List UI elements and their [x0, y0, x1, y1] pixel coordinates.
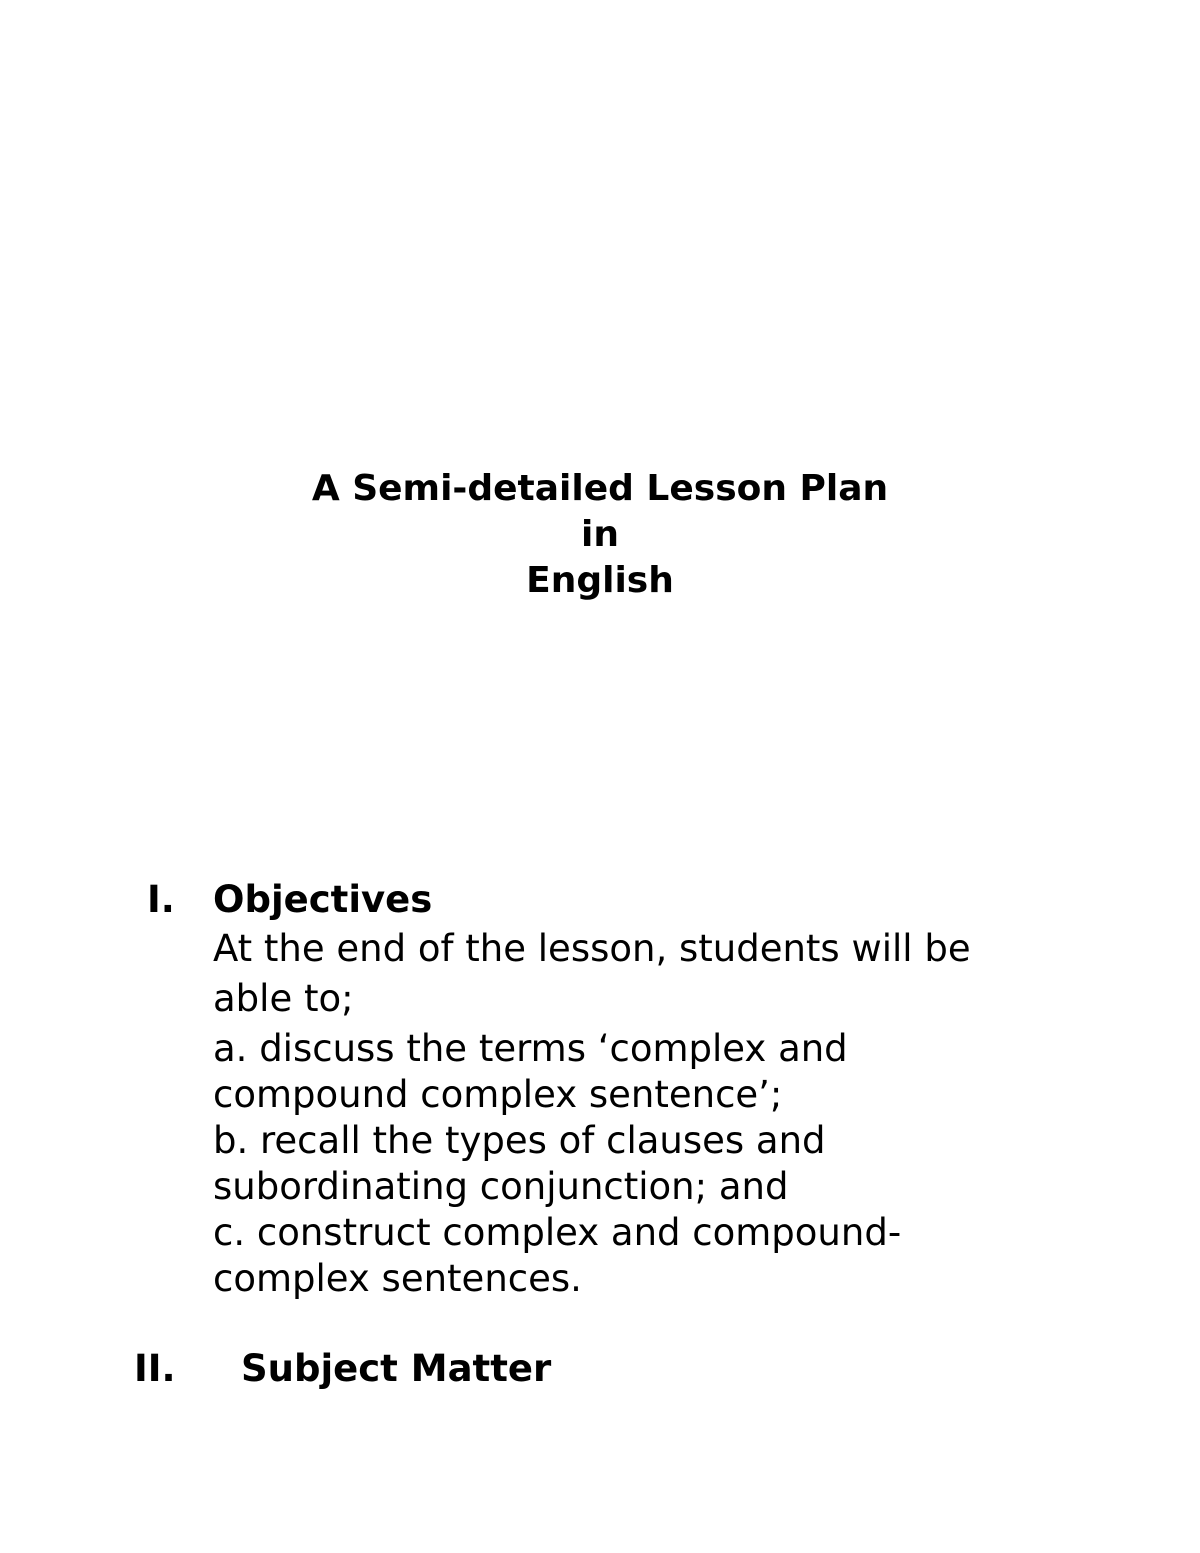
section-2-numeral: II. — [134, 1347, 176, 1390]
objective-item-a-line-2: compound complex sentence’; — [213, 1073, 783, 1116]
objectives-intro-line-2: able to; — [213, 977, 354, 1020]
objective-item-c-line-2: complex sentences. — [213, 1257, 582, 1300]
section-1-numeral: I. — [147, 878, 175, 921]
title-line-1: A Semi-detailed Lesson Plan — [311, 468, 889, 509]
title-line-2: in — [581, 514, 619, 555]
objective-item-a-line-1: a. discuss the terms ‘complex and — [213, 1027, 848, 1070]
title-line-3: English — [526, 560, 674, 601]
objectives-intro-line-1: At the end of the lesson, students will be — [213, 927, 971, 970]
section-1-heading: Objectives — [213, 878, 433, 921]
document-title — [0, 466, 1200, 604]
objective-item-b-line-2: subordinating conjunction; and — [213, 1165, 789, 1208]
objective-item-b-line-1: b. recall the types of clauses and — [213, 1119, 826, 1162]
objective-item-c-line-1: c. construct complex and compound- — [213, 1211, 902, 1254]
section-2-heading: Subject Matter — [241, 1347, 552, 1390]
objectives-body — [213, 926, 1053, 1302]
